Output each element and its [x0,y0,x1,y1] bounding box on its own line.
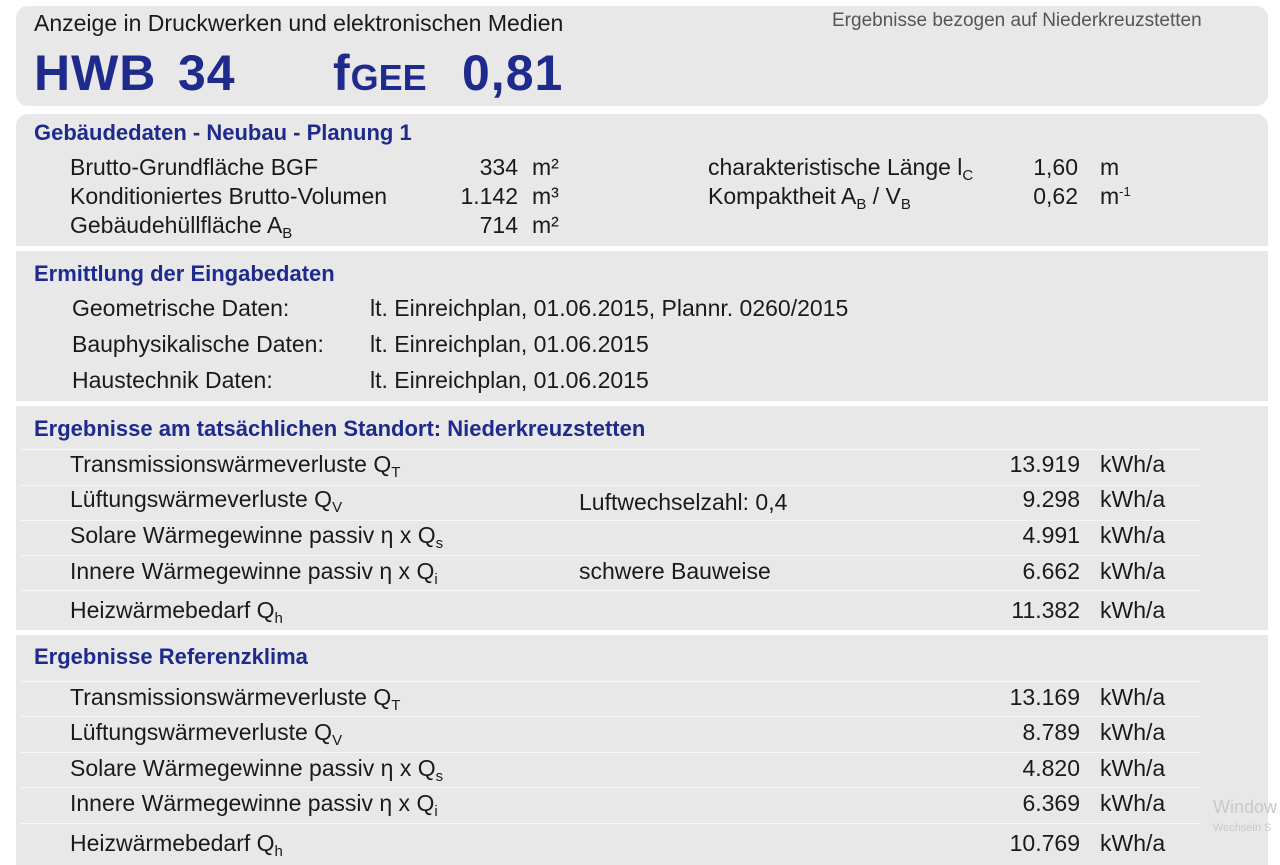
envelope-area-unit: m² [532,212,559,238]
ref-solar-gains-label: Solare Wärmegewinne passiv η x $Q_s$ [70,755,444,785]
ref-internal-gains-value: 6.369 [1022,790,1080,816]
ref-heating-demand-label: Heizwärmebedarf $Q_h$ [70,830,283,860]
divider [20,823,1200,824]
building-physics-label: Bauphysikalische Daten: [72,331,324,357]
site-transmission-label: Transmissionswärmeverluste $Q_T$ [70,451,401,481]
results-location-note: Ergebnisse bezogen auf Niederkreuzstetten [832,10,1202,31]
site-transmission-unit: kWh/a [1100,451,1166,477]
bgf-label: Brutto-Grundfläche BGF [70,154,318,180]
ref-heating-demand-value: 10.769 [1009,830,1080,856]
divider [20,716,1200,717]
fgee-main: f [333,45,351,101]
windows-watermark-subtitle: Wechseln S [1213,822,1272,834]
hwb-label: HWB [34,45,157,101]
divider [20,555,1200,556]
ref-internal-gains-unit: kWh/a [1100,790,1166,816]
divider [20,520,1200,521]
site-results-title: Ergebnisse am tatsächlichen Standort: Niederkreuzstetten [34,416,646,441]
ref-ventilation-value: 8.789 [1022,719,1080,745]
windows-watermark-title: Window [1213,797,1278,817]
site-ventilation-label: Lüftungswärmeverluste $Q_V$ [70,486,343,516]
site-heating-demand-label: Heizwärmebedarf $Q_h$ [70,597,283,627]
ref-solar-gains-value: 4.820 [1022,755,1080,781]
site-internal-gains-unit: kWh/a [1100,558,1166,584]
ref-solar-gains-unit: kWh/a [1100,755,1166,781]
divider [20,681,1200,682]
envelope-area-label: Gebäudehüllfläche $A_B$ [70,212,293,242]
building-data-title: Gebäudedaten - Neubau - Planung 1 [34,120,412,145]
ref-transmission-label: Transmissionswärmeverluste $Q_T$ [70,684,401,714]
bgf-unit: m² [532,154,559,180]
building-physics-value: lt. Einreichplan, 01.06.2015 [370,331,649,357]
site-solar-gains-value: 4.991 [1022,522,1080,548]
site-internal-gains-value: 6.662 [1022,558,1080,584]
compactness-unit: $m^{-1}$ [1100,183,1131,209]
site-heating-demand-unit: kWh/a [1100,597,1166,623]
reference-climate-title: Ergebnisse Referenzklima [34,644,308,669]
site-transmission-value: 13.919 [1009,451,1080,477]
ref-ventilation-unit: kWh/a [1100,719,1166,745]
divider [20,590,1200,591]
volume-label: Konditioniertes Brutto-Volumen [70,183,388,209]
site-internal-gains-label: Innere Wärmegewinne passiv η x $Q_i$ [70,558,438,588]
site-solar-gains-unit: kWh/a [1100,522,1166,548]
geometry-data-value: lt. Einreichplan, 01.06.2015, Plannr. 0260/2015 [370,295,849,321]
envelope-area-value: 714 [479,212,518,238]
site-ventilation-unit: kWh/a [1100,486,1166,512]
volume-unit: m³ [532,183,559,209]
characteristic-length-unit: m [1100,154,1120,180]
input-data-title: Ermittlung der Eingabedaten [34,261,335,286]
site-solar-gains-label: Solare Wärmegewinne passiv η x $Q_s$ [70,522,444,552]
compactness-value: 0,62 [1033,183,1078,209]
fgee-label [333,44,427,102]
site-heating-demand-value: 11.382 [1011,597,1080,623]
site-air-exchange-note: Luftwechselzahl: 0,4 [579,489,788,515]
characteristic-length-label: charakteristische Länge $l_C$ [708,154,974,184]
bgf-value: 334 [479,154,518,180]
ref-transmission-value: 13.169 [1009,684,1080,710]
fgee-sub: GEE [350,57,427,98]
ref-transmission-unit: kWh/a [1100,684,1166,710]
fgee-value: 0,81 [462,45,564,101]
volume-value: 1.142 [460,183,518,209]
building-services-value: lt. Einreichplan, 01.06.2015 [370,367,649,393]
ref-internal-gains-label: Innere Wärmegewinne passiv η x $Q_i$ [70,790,438,820]
building-services-label: Haustechnik Daten: [72,367,273,393]
characteristic-length-value: 1,60 [1033,154,1078,180]
divider [20,449,1200,450]
site-construction-note: schwere Bauweise [579,558,771,584]
geometry-data-label: Geometrische Daten: [72,295,290,321]
display-note: Anzeige in Druckwerken und elektronischen Medien [34,10,564,36]
site-ventilation-value: 9.298 [1022,486,1080,512]
ref-heating-demand-unit: kWh/a [1100,830,1166,856]
hwb-value: 34 [178,45,236,101]
divider [20,752,1200,753]
divider [20,787,1200,788]
ref-ventilation-label: Lüftungswärmeverluste $Q_V$ [70,719,343,749]
compactness-label: Kompaktheit $A_B / V_B$ [708,183,911,213]
